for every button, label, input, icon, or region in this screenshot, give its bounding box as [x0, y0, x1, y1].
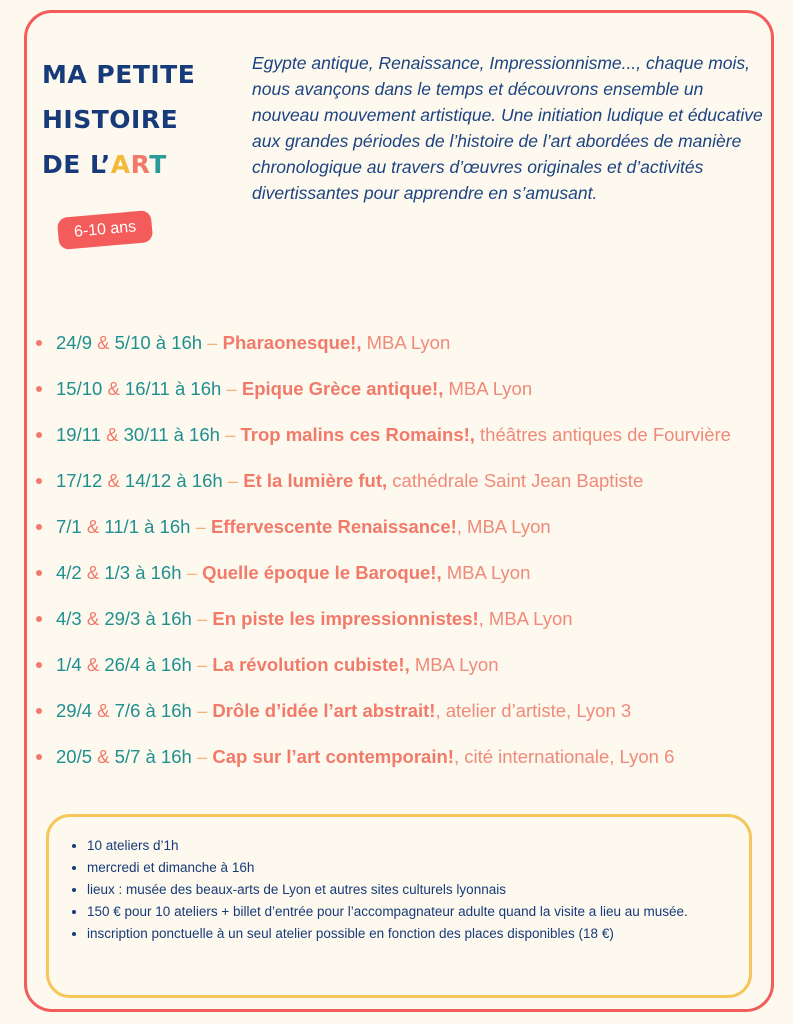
session-name: Pharaonesque!,: [222, 332, 362, 353]
title-line-3: DE L’: [42, 150, 111, 179]
schedule-item: 4/3 & 29/3 à 16h – En piste les impressionnistes!, MBA Lyon: [36, 601, 793, 647]
session-location: théâtres antiques de Fourvière: [480, 424, 731, 445]
date-2: 29/3 à 16h: [104, 608, 192, 629]
schedule-item: 20/5 & 5/7 à 16h – Cap sur l’art contemporain!, cité internationale, Lyon 6: [36, 739, 793, 785]
date-2: 11/1 à 16h: [104, 516, 191, 537]
session-name: En piste les impressionnistes!: [212, 608, 479, 629]
title-letter-a: A: [110, 150, 131, 179]
schedule-item: 29/4 & 7/6 à 16h – Drôle d’idée l’art abstrait!, atelier d’artiste, Lyon 3: [36, 693, 793, 739]
date-2: 16/11 à 16h: [124, 378, 222, 399]
title-letter-t: T: [149, 150, 167, 179]
schedule-list: [36, 325, 793, 785]
schedule-item: 15/10 & 16/11 à 16h – Epique Grèce antique!, MBA Lyon: [36, 371, 793, 417]
date-1: 15/10: [56, 378, 103, 399]
title-letter-r: R: [130, 150, 150, 179]
session-location: , cité internationale, Lyon 6: [453, 746, 675, 767]
schedule-item: 17/12 & 14/12 à 16h – Et la lumière fut, cathédrale Saint Jean Baptiste: [36, 463, 793, 509]
intro-text: Egypte antique, Renaissance, Impressionnisme..., chaque mois, nous avançons dans le temps et découvrons ensemble un nouveau mouvement artistique. Une initiation ludique et éducative aux grandes périodes de l’histoire de l’art abordées de manière chronologique au travers d’œuvres originales et d’activités divertissantes pour apprendre en s’amusant.: [252, 53, 763, 203]
date-2: 26/4 à 16h: [104, 654, 192, 675]
session-location: MBA Lyon: [446, 562, 531, 583]
session-location: MBA Lyon: [366, 332, 451, 353]
info-item: • inscription ponctuelle à un seul atelier possible en fonction des places disponibles (18 €): [87, 923, 729, 945]
session-location: , MBA Lyon: [456, 516, 551, 537]
info-box: [46, 814, 752, 998]
age-badge: 6-10 ans: [57, 210, 154, 250]
title-line-1: MA PETITE: [42, 60, 196, 89]
date-1: 19/11: [56, 424, 101, 445]
session-location: , atelier d’artiste, Lyon 3: [435, 700, 632, 721]
session-name: La révolution cubiste!,: [212, 654, 410, 675]
session-name: Trop malins ces Romains!,: [240, 424, 475, 445]
date-1: 17/12: [56, 470, 103, 491]
title-line-2: HISTOIRE: [42, 105, 179, 134]
session-name: Epique Grèce antique!,: [241, 378, 444, 399]
schedule-item: 1/4 & 26/4 à 16h – La révolution cubiste!, MBA Lyon: [36, 647, 793, 693]
session-location: cathédrale Saint Jean Baptiste: [392, 470, 644, 491]
info-item: • 150 € pour 10 ateliers + billet d’entrée pour l’accompagnateur adulte quand la visite a lieu au musée.: [87, 901, 729, 923]
schedule-item: 4/2 & 1/3 à 16h – Quelle époque le Baroque!, MBA Lyon: [36, 555, 793, 601]
session-location: MBA Lyon: [414, 654, 499, 675]
info-list: [49, 817, 749, 945]
session-name: Quelle époque le Baroque!,: [202, 562, 442, 583]
page-title: [42, 52, 195, 187]
date-1: 1/4: [56, 654, 82, 675]
date-2: 1/3 à 16h: [104, 562, 182, 583]
date-2: 30/11 à 16h: [123, 424, 220, 445]
date-2: 7/6 à 16h: [114, 700, 192, 721]
schedule-item: 24/9 & 5/10 à 16h – Pharaonesque!, MBA Lyon: [36, 325, 793, 371]
date-1: 4/2: [56, 562, 82, 583]
date-1: 4/3: [56, 608, 82, 629]
info-item: • lieux : musée des beaux-arts de Lyon et autres sites culturels lyonnais: [87, 879, 729, 901]
date-1: 29/4: [56, 700, 93, 721]
info-item: • 10 ateliers d’1h: [87, 835, 729, 857]
session-location: MBA Lyon: [448, 378, 533, 399]
session-name: Et la lumière fut,: [243, 470, 388, 491]
date-2: 5/7 à 16h: [114, 746, 192, 767]
session-location: , MBA Lyon: [478, 608, 573, 629]
date-1: 20/5: [56, 746, 93, 767]
date-1: 24/9: [56, 332, 93, 353]
schedule-item: 7/1 & 11/1 à 16h – Effervescente Renaissance!, MBA Lyon: [36, 509, 793, 555]
date-1: 7/1: [56, 516, 82, 537]
info-item: • mercredi et dimanche à 16h: [87, 857, 729, 879]
session-name: Effervescente Renaissance!: [211, 516, 457, 537]
session-name: Cap sur l’art contemporain!: [212, 746, 454, 767]
session-name: Drôle d’idée l’art abstrait!: [212, 700, 436, 721]
date-2: 14/12 à 16h: [124, 470, 223, 491]
schedule-item: 19/11 & 30/11 à 16h – Trop malins ces Romains!, théâtres antiques de Fourvière: [36, 417, 793, 463]
date-2: 5/10 à 16h: [114, 332, 203, 353]
